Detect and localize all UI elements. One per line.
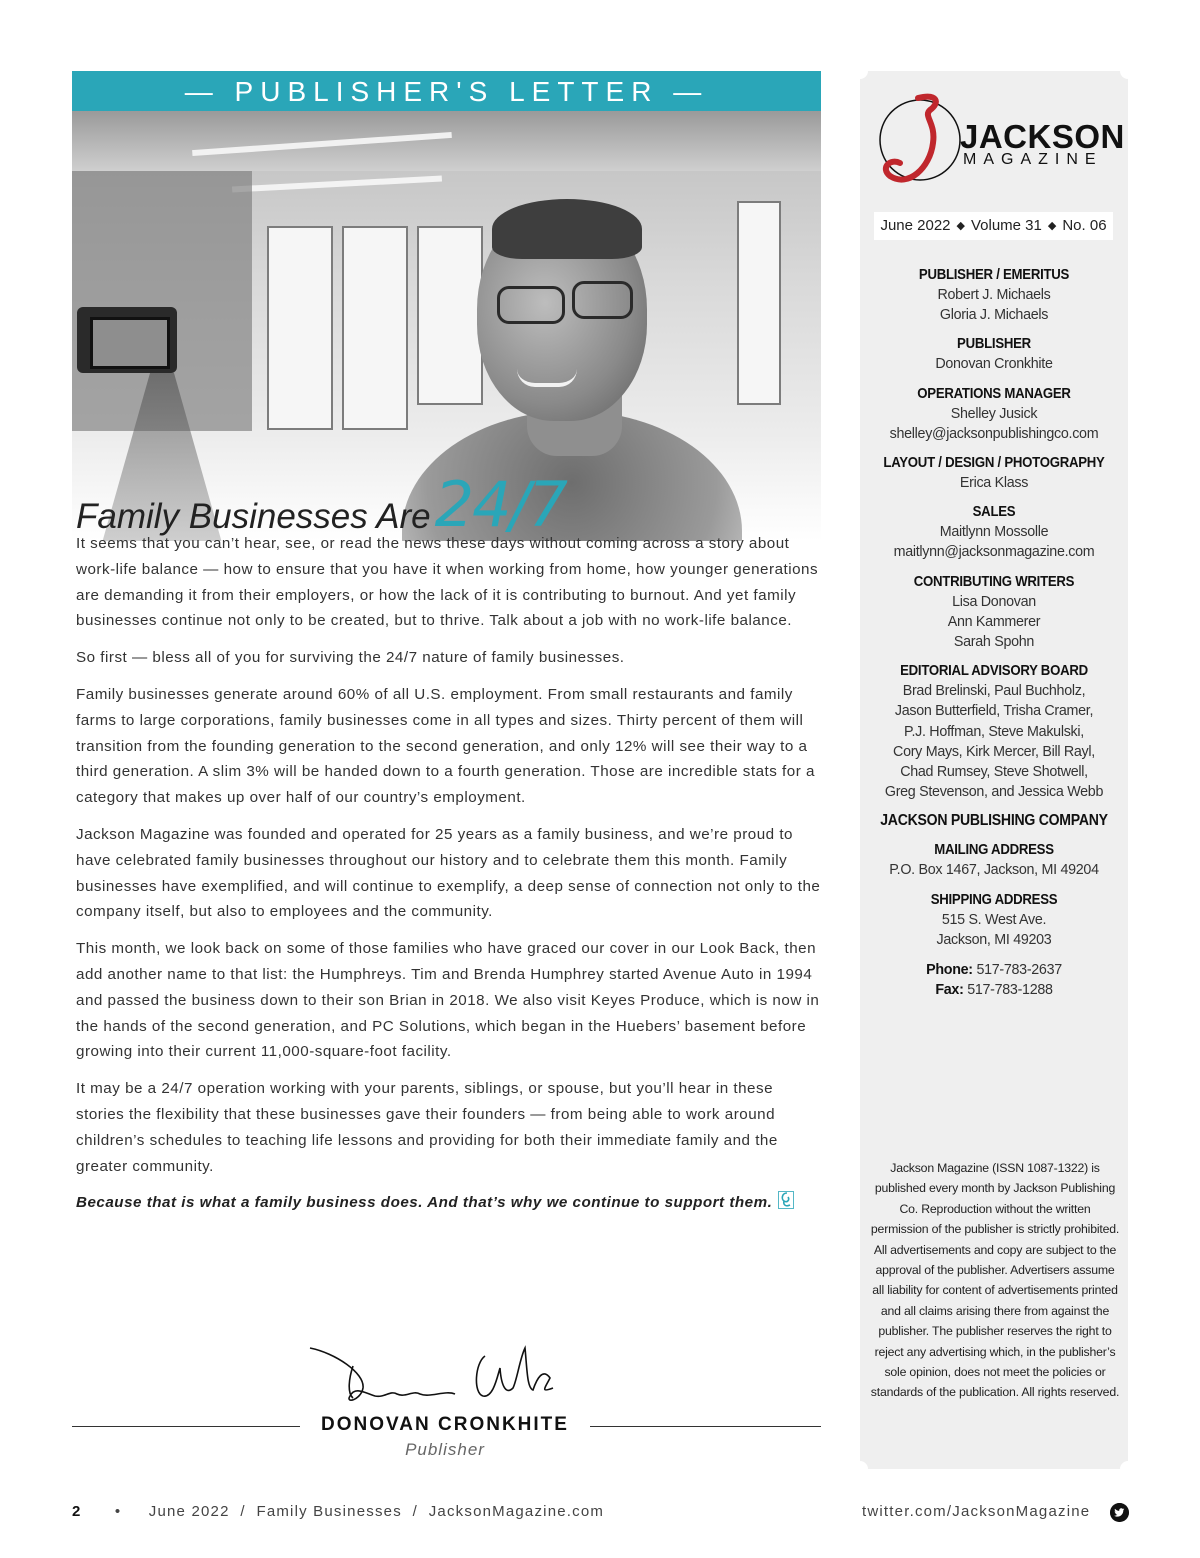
staff-name: Maitlynn Mossolle	[939, 524, 1049, 541]
staff-name: Brad Brelinski, Paul Buchholz,	[902, 683, 1086, 700]
section-heading: MAILING ADDRESS	[934, 841, 1054, 859]
section-heading: OPERATIONS MANAGER	[917, 384, 1071, 402]
logo-subtitle: MAGAZINE	[963, 151, 1103, 168]
fax-label: Fax:	[935, 982, 964, 999]
address-line: Jackson, MI 49203	[936, 931, 1052, 948]
end-mark-icon	[778, 1191, 794, 1209]
section-heading: LAYOUT / DESIGN / PHOTOGRAPHY	[883, 454, 1105, 472]
address-line: 515 S. West Ave.	[941, 911, 1047, 928]
phone-label: Phone:	[926, 962, 973, 979]
staff-name: Greg Stevenson, and Jessica Webb	[884, 784, 1104, 801]
staff-name: Cory Mays, Kirk Mercer, Bill Rayl,	[893, 743, 1095, 760]
masthead-section	[862, 660, 1126, 802]
section-heading: CONTRIBUTING WRITERS	[913, 572, 1075, 590]
article-paragraph: Jackson Magazine was founded and operated for 25 years as a family business, and we’re proud to have celebrated family businesses throughout our history and to celebrate them this month. Family businesses have exemplified, and will continue to exemplify, a deep sense of connection not only to the company itself, but also to employees and the community.	[76, 825, 821, 921]
footer-bullet: •	[114, 1503, 122, 1520]
phone-number[interactable]: 517-783-2637	[976, 962, 1062, 979]
article-paragraph: It may be a 24/7 operation working with your parents, siblings, or spouse, but you’ll hear in these stories the flexibility that these businesses gave their founders — from being able to work around children’s schedules to teaching life lessons and providing for both their immediate family and the greater community.	[76, 1080, 778, 1175]
staff-name: Lisa Donovan	[952, 593, 1036, 610]
signature-rule-left	[72, 1426, 312, 1427]
signature-title: Publisher	[405, 1440, 485, 1459]
staff-name: Sarah Spohn	[953, 634, 1035, 651]
article-closing	[76, 1190, 821, 1216]
diamond-icon: ◆	[956, 220, 965, 232]
phone-line	[862, 960, 1126, 980]
staff-name: Ann Kammerer	[947, 613, 1041, 630]
masthead-section	[862, 383, 1126, 444]
article-paragraph: It seems that you can’t hear, see, or read the news these days without coming across a story about work-life balance — how to ensure that you have it when working from home, how younger generations are demanding it from their employers, or how the lack of it is contributing to burnout. And yet family businesses continue not only to be created, but to thrive. Talk about a job with no work-life balance.	[76, 535, 819, 630]
masthead-section	[862, 264, 1126, 325]
masthead-section	[862, 333, 1126, 374]
section-heading: PUBLISHER / EMERITUS	[918, 266, 1070, 283]
section-heading: PUBLISHER	[957, 335, 1031, 353]
article-paragraph: Family businesses generate around 60% of all U.S. employment. From small restaurants and family farms to large corporations, family businesses come in all types and sizes. Thirty percent of them will transition from the founding generation to the second generation, and only 12% will see their way to a third generation. A slim 3% will be handed down to a fourth generation. Those are incredible stats for a category that makes up over half of our country’s employment.	[76, 685, 815, 807]
masthead-section	[862, 571, 1126, 653]
diamond-icon: ◆	[1047, 220, 1057, 232]
article-paragraph: This month, we look back on some of those families who have graced our cover in our Look Back, then add another name to that list: the Humphreys. Tim and Brenda Humphrey started Avenue Auto in 1994 and passed the business down to their son Brian in 2018. We also visit Keyes Produce, which is now in the hands of the second generation, and PC Solutions, which began in the Huebers’ basement before growing into their current 11,000-square-foot facility.	[76, 940, 820, 1061]
handwritten-signature	[305, 1338, 565, 1410]
closing-text: Because that is what a family business does. And that’s why we continue to support them.	[76, 1194, 773, 1212]
staff-name: P.J. Hoffman, Steve Makulski,	[904, 723, 1084, 740]
staff-email[interactable]: maitlynn@jacksonmagazine.com	[893, 544, 1095, 561]
masthead-section	[862, 452, 1126, 493]
issue-date: June 2022	[880, 217, 951, 234]
publication-disclaimer: Jackson Magazine (ISSN 1087-1322) is published every month by Jackson Publishing Co. Reproduction without the written permission of the publisher is strictly prohibited. All advertisements and copy are subject to the approval of the publisher. Advertisers assume all liability for content of advertisements printed and all claims arising there from against the publisher. The publisher reserves the right to reject any advertising which, in the publisher’s sole opinion, does not meet the policies or standards of the publication. All rights reserved.	[870, 1161, 1120, 1400]
logo-name: JACKSON	[960, 118, 1125, 155]
staff-name: Chad Rumsey, Steve Shotwell,	[900, 764, 1088, 781]
mailing-address	[862, 839, 1126, 880]
staff-name: Jason Butterfield, Trisha Cramer,	[894, 703, 1094, 720]
staff-email[interactable]: shelley@jacksonpublishingco.com	[889, 425, 1099, 442]
section-heading: SALES	[972, 503, 1016, 521]
issue-number: No. 06	[1062, 217, 1107, 234]
fax-line	[862, 980, 1126, 1000]
staff-name: Erica Klass	[959, 475, 1029, 492]
masthead-section	[862, 501, 1126, 562]
signature-rule-right	[578, 1426, 821, 1427]
masthead-section	[862, 810, 1126, 831]
section-heading: SHIPPING ADDRESS	[930, 890, 1058, 908]
headline-text: Family Businesses Are	[76, 497, 431, 536]
company-name: JACKSON PUBLISHING COMPANY	[880, 812, 1108, 830]
shipping-address	[862, 889, 1126, 950]
masthead-list	[862, 264, 1126, 1008]
section-banner: — PUBLISHER'S LETTER —	[72, 71, 821, 111]
twitter-icon[interactable]	[1110, 1503, 1129, 1522]
staff-name: Robert J. Michaels	[937, 287, 1051, 303]
article-body	[76, 531, 821, 1227]
issue-info	[874, 212, 1113, 240]
fax-number: 517-783-1288	[967, 982, 1053, 999]
headline-highlight: 24/7	[434, 468, 566, 541]
section-heading: EDITORIAL ADVISORY BOARD	[900, 662, 1088, 680]
contact-numbers	[862, 960, 1126, 1000]
page-number: 2	[72, 1503, 82, 1520]
footer-info[interactable]: June 2022 / Family Businesses / JacksonMagazine.com	[148, 1503, 605, 1520]
footer-left	[72, 1503, 604, 1520]
article-paragraph: So first — bless all of you for surviving the 24/7 nature of family businesses.	[76, 649, 625, 667]
staff-name: Gloria J. Michaels	[939, 307, 1049, 324]
twitter-link[interactable]: twitter.com/JacksonMagazine	[862, 1503, 1091, 1520]
address-line: P.O. Box 1467, Jackson, MI 49204	[889, 862, 1099, 879]
issue-volume: Volume 31	[970, 217, 1042, 234]
signature-name: DONOVAN CRONKHITE	[300, 1414, 590, 1436]
staff-name: Shelley Jusick	[950, 405, 1038, 422]
staff-name: Donovan Cronkhite	[935, 356, 1053, 373]
